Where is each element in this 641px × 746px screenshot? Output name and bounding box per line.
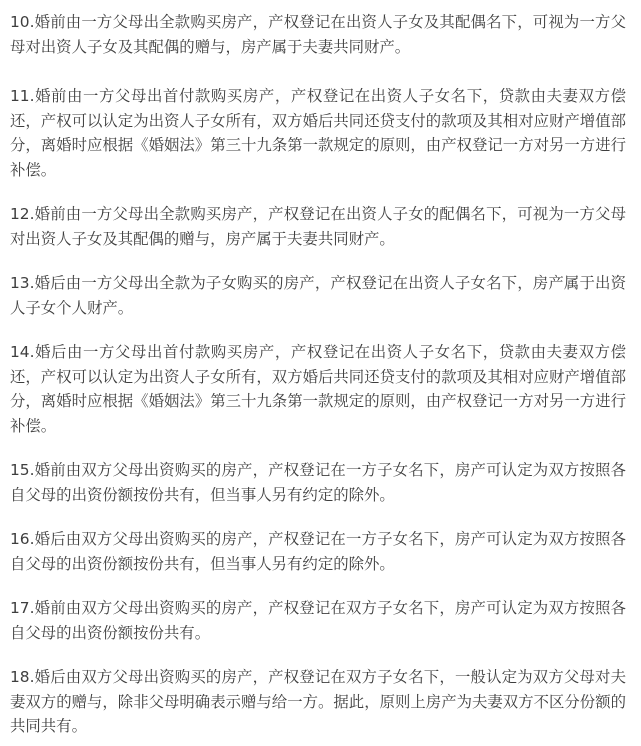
paragraph-11: 11.婚前由一方父母出首付款购买房产，产权登记在出资人子女名下，贷款由夫妻双方偿还，产权可以认定为出资人子女所有，双方婚后共同还贷支付的款项及其相对应财产增值部分，离婚时应根据《婚姻法》第三十九条第一款规定的原则，由产权登记一方对另一方进行补偿。 <box>10 87 626 179</box>
paragraph-12: 12.婚前由一方父母出全款购买房产，产权登记在出资人子女的配偶名下，可视为一方父母对出资人子女及其配偶的赠与，房产属于夫妻共同财产。 <box>10 205 626 248</box>
paragraph-13: 13.婚后由一方父母出全款为子女购买的房产，产权登记在出资人子女名下，房产属于出资人子女个人财产。 <box>10 274 626 317</box>
paragraph-15: 15.婚前由双方父母出资购买的房产，产权登记在一方子女名下，房产可认定为双方按照各自父母的出资份额按份共有，但当事人另有约定的除外。 <box>10 461 626 504</box>
paragraph-14: 14.婚后由一方父母出首付款购买房产，产权登记在出资人子女名下，贷款由夫妻双方偿还，产权可以认定为出资人子女所有，双方婚后共同还贷支付的款项及其相对应财产增值部分，离婚时应根据《婚姻法》第三十九条第一款规定的原则，由产权登记一方对另一方进行补偿。 <box>10 343 626 435</box>
paragraph-10: 10.婚前由一方父母出全款购买房产，产权登记在出资人子女及其配偶名下，可视为一方父母对出资人子女及其配偶的赠与，房产属于夫妻共同财产。 <box>10 13 626 56</box>
paragraph-18: 18.婚后由双方父母出资购买的房产，产权登记在双方子女名下，一般认定为双方父母对夫妻双方的赠与，除非父母明确表示赠与给一方。据此，原则上房产为夫妻双方不区分份额的共同共有。 <box>10 668 626 736</box>
paragraph-17: 17.婚前由双方父母出资购买的房产，产权登记在双方子女名下，房产可认定为双方按照各自父母的出资份额按份共有。 <box>10 599 626 642</box>
paragraph-16: 16.婚后由双方父母出资购买的房产，产权登记在一方子女名下，房产可认定为双方按照各自父母的出资份额按份共有，但当事人另有约定的除外。 <box>10 530 626 573</box>
